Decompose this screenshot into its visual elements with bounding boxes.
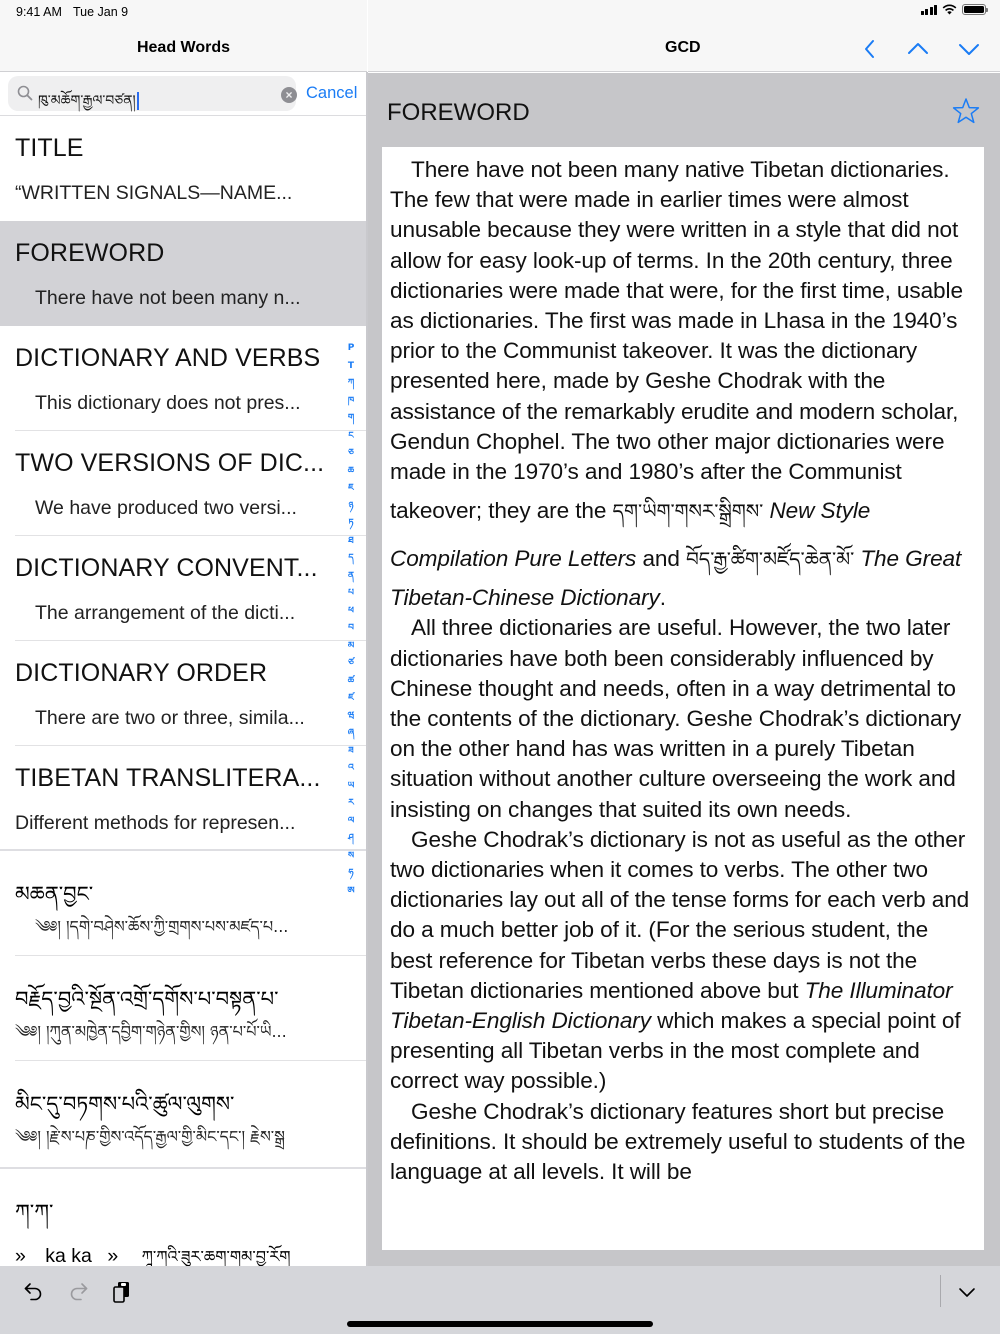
index-letter[interactable]: ཁ bbox=[347, 395, 355, 406]
index-letter[interactable]: ཟ bbox=[348, 745, 354, 756]
paste-icon[interactable] bbox=[110, 1280, 134, 1304]
paragraph: Geshe Chodrak’s dictionary features short but precise definitions. It should be extremely useful to students of the language at all levels. It will be bbox=[390, 1098, 966, 1185]
index-letter[interactable]: ར bbox=[348, 798, 354, 808]
index-letter[interactable]: ཝ bbox=[347, 710, 355, 721]
cancel-button[interactable]: Cancel bbox=[306, 84, 358, 102]
index-letter[interactable]: ད bbox=[348, 553, 354, 563]
index-letter[interactable]: ཅ bbox=[348, 448, 354, 458]
item-title: ཀ་ཀ་ bbox=[15, 1200, 54, 1224]
nav-title: Head Words bbox=[136, 39, 231, 56]
index-letter[interactable]: ན bbox=[347, 570, 354, 581]
list-item[interactable] bbox=[0, 326, 367, 431]
index-letter[interactable]: ཡ bbox=[347, 780, 355, 791]
redo-icon[interactable] bbox=[66, 1280, 90, 1304]
tibetan-text: བོད་རྒྱ་ཚིག་མཛོད་ཆེན་མོ་ bbox=[686, 547, 855, 572]
cellular-signal-icon bbox=[921, 5, 938, 15]
paragraph: All three dictionaries are useful. However, the two later dictionaries have both been considerably influenced by Chinese thought and needs, often in a way detrimental to the contents of the dictionary. Geshe Chodrak’s dictionary on the other hand has was written in a purely Tibetan situation without another culture overseeing the work and insisting on changes that suited its own needs. bbox=[390, 615, 962, 822]
item-subtitle: We have produced two versi... bbox=[35, 497, 297, 519]
index-letter[interactable]: ཧ bbox=[348, 868, 354, 878]
section-index-bar[interactable] bbox=[341, 340, 361, 900]
index-letter[interactable]: ཀ bbox=[347, 378, 355, 388]
undo-icon[interactable] bbox=[22, 1280, 46, 1304]
list-item-selected[interactable] bbox=[0, 221, 367, 326]
index-letter[interactable]: ཤ bbox=[348, 833, 354, 843]
item-title: TIBETAN TRANSLITERA... bbox=[15, 764, 321, 792]
back-chevron-icon[interactable] bbox=[858, 38, 882, 60]
index-letter[interactable]: ཞ bbox=[347, 728, 355, 738]
book-title: New Style Compilation Pure Letters bbox=[390, 498, 871, 572]
text: . bbox=[659, 585, 666, 611]
next-entry-chevron-down-icon[interactable] bbox=[957, 38, 981, 60]
index-letter[interactable]: ཕ bbox=[348, 605, 354, 616]
head-words-pane bbox=[0, 0, 367, 1266]
index-letter[interactable]: ཛ bbox=[348, 693, 354, 703]
item-title: མིང་དུ་བཏགས་པའི་ཚུལ་ལུགས་ bbox=[15, 1092, 235, 1116]
index-letter[interactable]: ང bbox=[348, 430, 354, 441]
search-icon bbox=[17, 85, 33, 101]
item-subtitle: ༄༅། །རྗེ་ས་པཎ་གྱིས་འདོད་རྒྱལ་གྱི་མིང་དང་། རྗེས་སྒྲ bbox=[15, 1127, 285, 1146]
text: which makes a special point of presenting all Tibetan verbs in the most complete and correct way possible.) bbox=[390, 1008, 961, 1094]
index-letter[interactable]: པ bbox=[348, 588, 354, 598]
index-letter[interactable]: P bbox=[347, 343, 355, 353]
item-subtitle: ༄༅། །ཀུན་མཁྱེན་དབྱིག་གཉེན་གྱིས། ཉན་པ་པོ་ཡི... bbox=[15, 1022, 287, 1041]
list-item[interactable] bbox=[0, 641, 367, 746]
index-letter[interactable]: ཇ bbox=[348, 483, 354, 493]
search-value: ཁུ་མཆོག་རྒྱལ་བཙན། bbox=[38, 84, 139, 124]
text: and bbox=[636, 546, 687, 572]
item-subtitle bbox=[15, 1239, 291, 1266]
clear-search-icon[interactable]: × bbox=[281, 87, 297, 103]
paragraph bbox=[390, 825, 976, 1097]
item-title: DICTIONARY AND VERBS bbox=[15, 344, 321, 372]
index-letter[interactable]: ཆ bbox=[347, 465, 355, 476]
index-letter[interactable]: ག bbox=[347, 413, 355, 423]
list-item[interactable] bbox=[0, 746, 367, 851]
search-input[interactable] bbox=[8, 76, 296, 111]
item-subtitle: There are two or three, simila... bbox=[35, 707, 305, 729]
item-title: བརྗོད་བྱའི་སྔོན་འགྲོ་དགོས་པ་བསྟན་པ་ bbox=[15, 987, 279, 1011]
index-letter[interactable]: བ bbox=[348, 623, 354, 633]
head-words-list bbox=[0, 116, 367, 1266]
paragraph bbox=[390, 155, 976, 613]
item-subtitle: ༄༅། །དགེ་བཤེས་ཆོས་ཀྱི་གྲགས་པས་མཛད་པ... bbox=[35, 917, 289, 936]
index-letter[interactable]: ཨ bbox=[347, 885, 355, 896]
item-title: TWO VERSIONS OF DIC... bbox=[15, 449, 325, 477]
dismiss-keyboard-chevron-icon[interactable] bbox=[955, 1280, 979, 1304]
list-item[interactable] bbox=[0, 851, 367, 956]
item-subtitle: The arrangement of the dicti... bbox=[35, 602, 296, 624]
item-title: TITLE bbox=[15, 134, 84, 162]
wifi-icon bbox=[942, 4, 957, 15]
item-title: DICTIONARY ORDER bbox=[15, 659, 268, 687]
index-letter[interactable]: ཚ bbox=[347, 675, 355, 686]
list-item[interactable] bbox=[0, 116, 367, 221]
marker-left: » bbox=[15, 1245, 26, 1266]
list-item[interactable] bbox=[0, 956, 367, 1061]
index-letter[interactable]: ལ bbox=[347, 815, 355, 826]
bookmark-star-icon[interactable] bbox=[952, 97, 980, 125]
index-letter[interactable]: ཏ bbox=[348, 518, 354, 528]
item-subtitle: “WRITTEN SIGNALS—NAME... bbox=[15, 182, 293, 204]
book-title: The Illuminator Tibetan-English Dictionary bbox=[390, 977, 953, 1034]
item-title: མཆན་བྱང་ bbox=[15, 882, 94, 906]
item-title: FOREWORD bbox=[15, 239, 165, 267]
item-subtitle: There have not been many n... bbox=[35, 287, 301, 309]
transliteration: ka ka bbox=[45, 1245, 92, 1266]
toolbar-divider bbox=[940, 1275, 941, 1307]
previous-entry-chevron-up-icon[interactable] bbox=[906, 38, 930, 60]
entry-heading: FOREWORD bbox=[387, 99, 530, 126]
index-letter[interactable]: ས bbox=[347, 850, 355, 861]
status-icons bbox=[921, 4, 987, 15]
index-letter[interactable]: ཐ bbox=[348, 535, 354, 546]
status-bar bbox=[0, 0, 1000, 24]
index-letter[interactable]: འ bbox=[348, 763, 354, 773]
status-time: 9:41 AM bbox=[16, 5, 62, 19]
definition: ཀཱ་ཀའི་ཟུར་ཆག་གམ་བྱ་རོག bbox=[141, 1247, 291, 1266]
book-title: The Great Tibetan-Chinese Dictionary bbox=[390, 546, 962, 611]
index-letter[interactable]: ཙ bbox=[348, 658, 354, 668]
home-indicator[interactable] bbox=[347, 1321, 653, 1327]
list-item[interactable] bbox=[0, 431, 367, 536]
list-item[interactable] bbox=[0, 1061, 367, 1169]
search-bar bbox=[0, 72, 367, 116]
list-item[interactable] bbox=[0, 536, 367, 641]
index-letter[interactable]: ཉ bbox=[348, 500, 354, 511]
text-caret bbox=[137, 92, 139, 110]
list-item[interactable] bbox=[0, 1169, 367, 1266]
index-letter[interactable]: T bbox=[347, 360, 355, 371]
text: Geshe Chodrak’s dictionary is not as useful as the other two dictionaries when it comes to verbs. The other two dictionaries lay out all of the tense forms for each verb and do a much better job of it. (For the serious student, the best reference for Tibetan verbs these days is not the Tibetan dictionaries mentioned above but bbox=[390, 826, 970, 1003]
status-date: Tue Jan 9 bbox=[73, 5, 129, 19]
tibetan-text: དག་ཡིག་གསར་སྒྲིགས་ bbox=[612, 499, 764, 524]
entry-text-card bbox=[382, 147, 984, 1250]
battery-icon bbox=[962, 4, 986, 15]
index-letter[interactable]: མ bbox=[347, 640, 355, 651]
marker-right: » bbox=[107, 1245, 119, 1266]
item-subtitle: This dictionary does not pres... bbox=[35, 392, 301, 414]
item-subtitle: Different methods for represen... bbox=[15, 812, 296, 834]
nav-title: GCD bbox=[665, 39, 701, 56]
entry-view bbox=[368, 73, 1000, 1266]
item-title: DICTIONARY CONVENT... bbox=[15, 554, 318, 582]
text: There have not been many native Tibetan dictionaries. The few that were made in earlier times were almost unusable because they were written in a style that did not allow for easy look-up of terms. In the 20th century, three dictionaries were made that were, for the first time, usable as dictionaries. The first was made in Lhasa in the 1940’s prior to the Communist takeover. It was the dictionary presented here, made by Geshe Chodrak with the assistance of the remarkably erudite and modern scholar, Gendun Chophel. The two other major dictionaries were made in the 1970’s and 1980’s after the Communist takeover; they are the bbox=[390, 157, 963, 524]
